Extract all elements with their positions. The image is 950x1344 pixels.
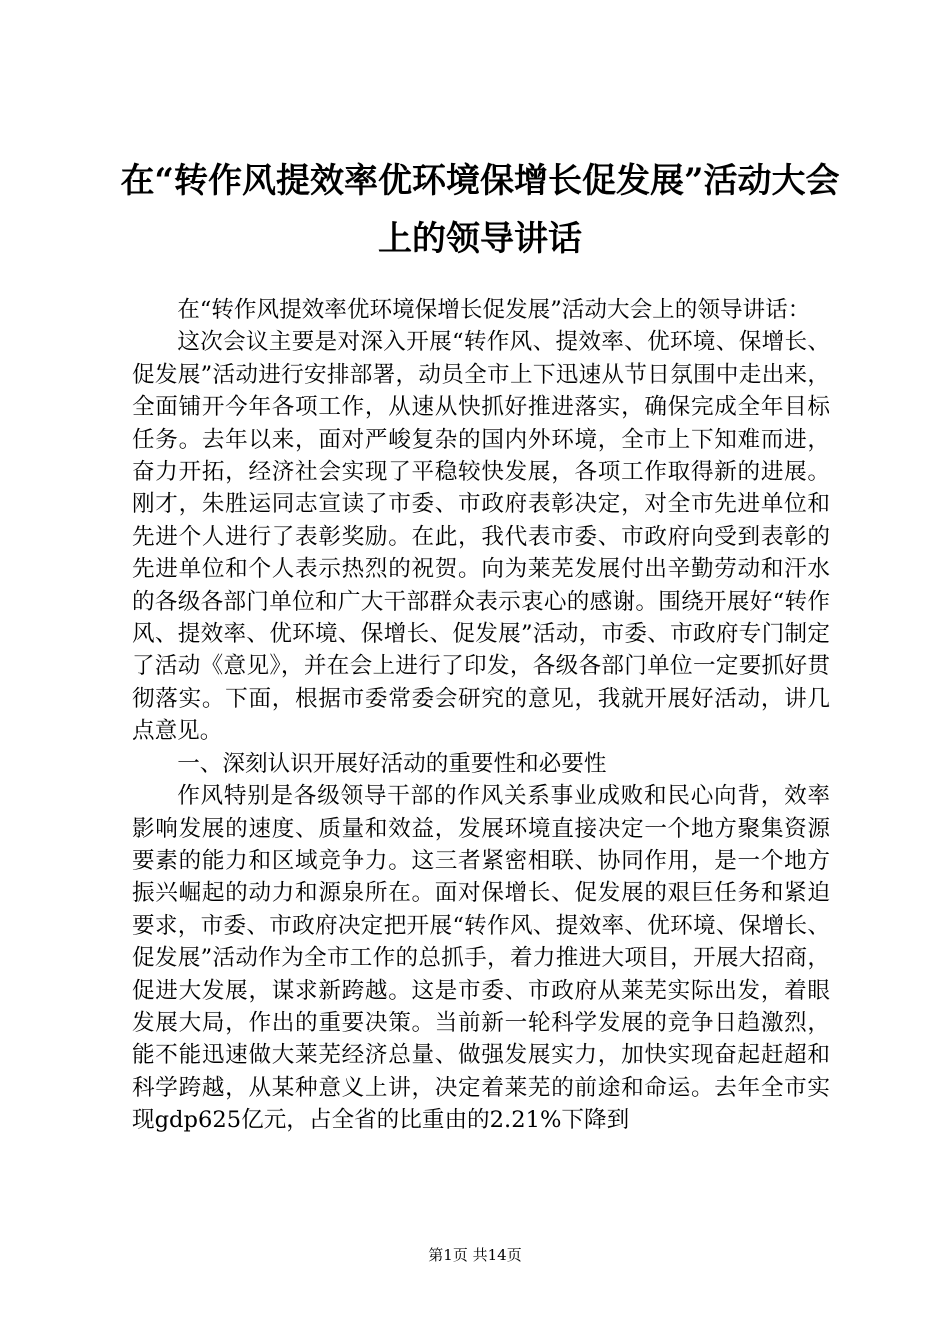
paragraph-meeting-overview: 这次会议主要是对深入开展“转作风、提效率、优环境、保增长、促发展”活动进行安排部署，动员全市上下迅速从节日氛围中走出来，全面铺开今年各项工作，从速从快抓好推进落实，确保完成全年目标任务。去年以来，面对严峻复杂的国内外环境，全市上下知难而进，奋力开拓，经济社会实现了平稳较快发展，各项工作取得新的进展。刚才，朱胜运同志宣读了市委、市政府表彰决定，对全市先进单位和先进个人进行了表彰奖励。在此，我代表市委、市政府向受到表彰的先进单位和个人表示热烈的祝贺。向为莱芜发展付出辛勤劳动和汗水的各级各部门单位和广大干部群众表示衷心的感谢。围绕开展好“转作风、提效率、优环境、保增长、促发展”活动，市委、市政府专门制定了活动《意见》，并在会上进行了印发，各级各部门单位一定要抓好贯彻落实。下面，根据市委常委会研究的意见，我就开展好活动，讲几点意见。 — [132, 329, 830, 745]
paragraph-intro: 在“转作风提效率优环境保增长促发展”活动大会上的领导讲话： — [177, 297, 811, 323]
document-body — [132, 294, 830, 1137]
document-title: 在“转作风提效率优环境保增长促发展”活动大会上的领导讲话 — [120, 161, 840, 259]
page-footer: 第1页 共14页 — [428, 1246, 522, 1264]
paragraph-importance: 作风特别是各级领导干部的作风关系事业成败和民心向背，效率影响发展的速度、质量和效益，发展环境直接决定一个地方聚集资源要素的能力和区域竞争力。这三者紧密相联、协同作用，是一个地方振兴崛起的动力和源泉所在。面对保增长、促发展的艰巨任务和紧迫要求，市委、市政府决定把开展“转作风、提效率、优环境、保增长、促发展”活动作为全市工作的总抓手，着力推进大项目，开展大招商，促进大发展，谋求新跨越。这是市委、市政府从莱芜实际出发，着眼发展大局，作出的重要决策。当前新一轮科学发展的竞争日趋激烈，能不能迅速做大莱芜经济总量、做强发展实力，加快实现奋起赶超和科学跨越，从某种意义上讲，决定着莱芜的前途和命运。去年全市实现gdp625亿元，占全省的比重由的2.21%下降到 — [132, 783, 830, 1134]
section-heading-1: 一、深刻认识开展好活动的重要性和必要性 — [177, 750, 607, 777]
